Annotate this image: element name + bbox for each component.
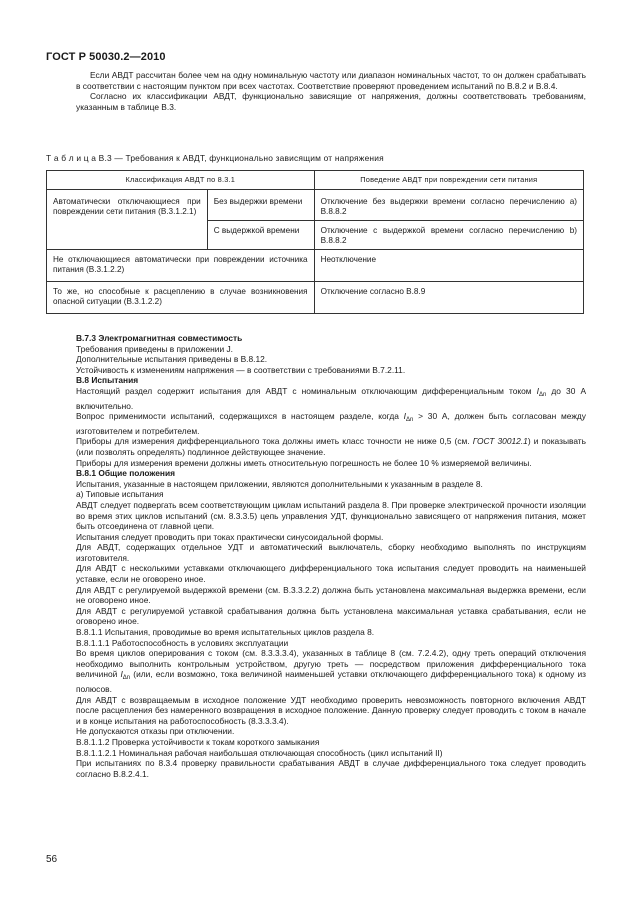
table-cell-behavior: Отключение без выдержки времени согласно перечислению а) В.8.8.2	[314, 190, 583, 221]
symbol-subscript: Δn	[122, 675, 131, 682]
symbol-i: I	[403, 411, 406, 422]
paragraph	[76, 386, 586, 411]
paragraph: Для АВДТ с регулируемой уставкой срабатывания должна быть установлена максимальная уставка срабатывания, если не оговорено иное.	[76, 605, 586, 627]
section-heading-b8: В.8 Испытания	[76, 375, 139, 386]
paragraph: АВДТ следует подвергать всем соответствующим циклам испытаний раздела 8. При проверке электрической прочности изоляции во время этих циклов испытаний (см. 8.3.3.5) цепь управления УДТ, функционально зависящего от напряжения питания, может быть отсоединена от главной цепи.	[76, 499, 586, 532]
paragraph: Не допускаются отказы при отключении.	[76, 726, 235, 737]
paragraph: Приборы для измерения времени должны иметь относительную погрешность не более 10 % измеряемой величины.	[76, 457, 532, 468]
table-cell-class: Автоматически отключающиеся при повреждении сети питания (В.3.1.2.1)	[47, 190, 208, 250]
table-header-behavior: Поведение АВДТ при повреждении сети питания	[314, 171, 583, 190]
paragraph: Устойчивость к изменениям напряжения — в соответствии с требованиями В.7.2.11.	[76, 364, 406, 375]
section-heading-b81: В.8.1 Общие положения	[76, 468, 175, 479]
paragraph: Требования приведены в приложении J.	[76, 343, 233, 354]
symbol-i: I	[536, 385, 539, 396]
subsection-heading-b811: В.8.1.1 Испытания, проводимые во время испытательных циклов раздела 8.	[76, 627, 375, 638]
subsection-heading-b8111: В.8.1.1.1 Работоспособность в условиях эксплуатации	[76, 637, 289, 648]
table-cell-class: То же, но способные к расцеплению в случае возникновения опасной ситуации (В.3.1.2.2)	[47, 282, 315, 314]
table-header-classification: Классификация АВДТ по 8.3.1	[47, 171, 315, 190]
main-text-block	[76, 333, 586, 779]
subsection-heading-b81121: В.8.1.1.2.1 Номинальная рабочая наибольшая отключающая способность (цикл испытаний II)	[76, 747, 443, 758]
requirements-table	[46, 170, 584, 314]
paragraph	[76, 648, 586, 694]
paragraph: Испытания следует проводить при токах практически синусоидальной формы.	[76, 531, 384, 542]
paragraph: Испытания, указанные в настоящем приложении, являются дополнительными к указанным в разделе 8.	[76, 478, 483, 489]
text-run: Приборы для измерения дифференциального тока должны иметь класс точности не ниже 0,5 (см.	[76, 436, 470, 447]
table-header-row	[47, 171, 584, 190]
table-row	[47, 250, 584, 282]
intro-paragraph-2: Согласно их классификации АВДТ, функционально зависящие от напряжения, должны соответствовать требованиям, указанным в таблице В.3.	[76, 91, 586, 112]
text-run: > 30 А, должен быть согласован между изготовителем и потребителем.	[76, 411, 586, 436]
text-run: (или, если возможно, тока величиной наименьшей уставки отключающего дифференциального тока) к одному из полюсов.	[76, 669, 587, 694]
table-cell-behavior: Отключение согласно В.8.9	[314, 282, 583, 314]
page-number: 56	[46, 854, 58, 865]
table-caption: Т а б л и ц а В.3 — Требования к АВДТ, функционально зависящим от напряжения	[46, 153, 384, 163]
document-header: ГОСТ Р 50030.2—2010	[46, 51, 166, 63]
intro-block	[76, 70, 586, 112]
table-row	[47, 190, 584, 221]
paragraph: Для АВДТ с регулируемой выдержкой времени (см. В.3.3.2.2) должна быть установлена максимальная выдержка времени, если не оговорено иное.	[76, 584, 586, 606]
paragraph: Для АВДТ с возвращаемым в исходное положение УДТ необходимо проверить невозможность повторного включения АВДТ после расцепления без намеренного возвращения в исходное положение. Данную проверку следует проводить с током в начале и в конце испытания на работоспособность (8.3.3.3.4).	[76, 694, 586, 726]
table-cell-subclass: С выдержкой времени	[207, 221, 314, 250]
paragraph: Для АВДТ, содержащих отдельное УДТ и автоматический выключатель, сборку необходимо выполнять по инструкциям изготовителя.	[76, 542, 586, 563]
subsection-heading-b8112: В.8.1.1.2 Проверка устойчивости к токам короткого замыкания	[76, 736, 320, 747]
text-run: до 30 А включительно.	[76, 385, 587, 411]
text-run: ) и показывать (или позволять определять) подлинное действующее значение.	[76, 436, 587, 457]
paragraph: Для АВДТ с несколькими уставками отключающего дифференциального тока испытания следует проводить на наименьшей уставке, если не оговорено иное.	[76, 563, 586, 585]
paragraph: При испытаниях по 8.3.4 проверку правильности срабатывания АВДТ в случае дифференциального тока следует проводить согласно В.8.2.4.1.	[76, 758, 586, 779]
text-run: Настоящий раздел содержит испытания для АВДТ с номинальным отключающим дифференциальным током	[76, 385, 532, 396]
symbol-subscript: Δn	[538, 391, 547, 398]
table-row	[47, 282, 584, 314]
table-cell-behavior: Неотключение	[314, 250, 583, 282]
paragraph: Дополнительные испытания приведены в В.8.12.	[76, 354, 268, 365]
paragraph	[76, 411, 586, 436]
text-run: Вопрос применимости испытаний, содержащихся в настоящем разделе, когда	[76, 411, 399, 422]
table-cell-class: Не отключающиеся автоматически при повреждении источника питания (В.3.1.2.2)	[47, 250, 315, 282]
table-cell-subclass: Без выдержки времени	[207, 190, 314, 221]
paragraph	[76, 436, 586, 457]
intro-paragraph-1: Если АВДТ рассчитан более чем на одну номинальную частоту или диапазон номинальных частот, то он должен срабатывать в соответствии с настоящим пунктом при всех частотах. Соответствие проверяют проведением испытаний по В.8.2 и В.8.4.	[76, 70, 586, 91]
symbol-i: I	[120, 669, 123, 680]
standard-reference: ГОСТ 30012.1	[472, 436, 528, 447]
table-cell-behavior: Отключение с выдержкой времени согласно перечислению b) В.8.8.2	[314, 221, 583, 250]
section-heading-b73: В.7.3 Электромагнитная совместимость	[76, 333, 243, 343]
paragraph: а) Типовые испытания	[76, 489, 164, 500]
text-run: Во время циклов оперирования с током (см. 8.3.3.3.4), указанных в таблице 8 (см. 7.2.4.2), одну треть операций отключения необходимо выполнить контрольным устройством, другую треть — посредством приложения дифференциального тока величиной	[76, 648, 586, 680]
symbol-subscript: Δn	[406, 417, 414, 424]
